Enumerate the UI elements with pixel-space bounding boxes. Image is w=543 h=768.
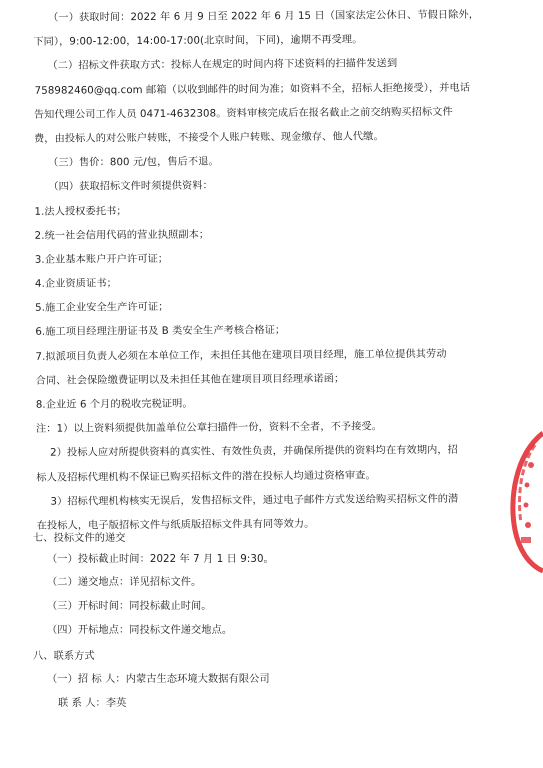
contact-line: 联 系 人：李英 (58, 698, 127, 709)
list-item-4: 4.企业资质证书； (34, 278, 117, 290)
section-7-heading: 七、投标文件的递交 (33, 533, 126, 544)
tenderer-line: （一）招 标 人：内蒙古生态环境大数据有限公司 (47, 674, 270, 685)
list-item-6: 6.施工项目经理注册证书及 B 类安全生产考核合格证； (35, 325, 286, 339)
deadline-line: （一）投标截止时间：2022 年 7 月 1 日 9:30。 (47, 554, 274, 565)
text-line-8: （四）获取招标文件时须提供资料： (48, 180, 213, 193)
note-2-cont: 标人及招标代理机构不保证已购买招标文件的潜在投标人均通过资格审查。 (36, 469, 376, 484)
text-line-3: （二）招标文件获取方式：投标人在规定的时间内将下述资料的扫描件发送到 (47, 58, 398, 73)
list-item-7: 7.拟派项目负责人必须在本单位工作，未担任其他在建项目项目经理，施工单位提供其劳动 (35, 348, 447, 363)
seal-graphic (505, 425, 543, 575)
list-item-1: 1.法人授权委托书； (34, 205, 127, 218)
text-line-7: （三）售价：800 元/包，售后不退。 (48, 156, 219, 169)
list-item-7-cont: 合同、社会保险缴费证明以及未担任其他在建项目项目经理承诺函； (35, 373, 345, 387)
text-line-6: 费，由投标人的对公账户转账，不接受个人账户转账、现金缴存、他人代缴。 (33, 131, 384, 145)
text-line-1: （一）获取时间：2022 年 6 月 9 日至 2022 年 6 月 15 日（国家法定公休日、节假日除外， (48, 9, 480, 24)
text-line-5: 告知代理公司工作人员 0471-4632308。资料审核完成后在报名截止之前交纳购买招标文件 (33, 106, 453, 121)
note-3-cont: 在投标人，电子版招标文件与纸质版招标文件具有同等效力。 (36, 518, 315, 532)
list-item-3: 3.企业基本账户开户许可证； (34, 253, 169, 266)
opening-place-line: （四）开标地点：同投标文件递交地点。 (47, 625, 233, 636)
red-seal-stamp (505, 425, 543, 575)
note-1: 注：1）以上资料须提供加盖单位公章扫描件一份，资料不全者，不予接受。 (35, 421, 383, 435)
note-3: 3）招标代理机构核实无误后，发售招标文件，通过电子邮件方式发送给购买招标文件的潜 (50, 493, 459, 508)
text-line-2: 下同），9:00-12:00，14:00-17:00(北京时间，下同)，逾期不再受理。 (33, 34, 363, 48)
opening-time-line: （三）开标时间：同投标截止时间。 (47, 601, 212, 612)
list-item-2: 2.统一社会信用代码的营业执照副本； (34, 229, 210, 242)
text-line-4: 758982460@qq.com 邮箱（以收到邮件的时间为准；如资料不全，招标人拒绝接受），并电话 (34, 82, 471, 97)
note-2: 2）投标人应对所提供资料的真实性、有效性负责，并确保所提供的资料均在有效期内，招 (50, 445, 458, 460)
submit-place-line: （二）递交地点：详见招标文件。 (47, 577, 202, 588)
list-item-8: 8.企业近 6 个月的税收完税证明。 (35, 398, 193, 411)
section-8-heading: 八、联系方式 (33, 651, 95, 662)
list-item-5: 5.施工企业安全生产许可证； (35, 302, 169, 315)
